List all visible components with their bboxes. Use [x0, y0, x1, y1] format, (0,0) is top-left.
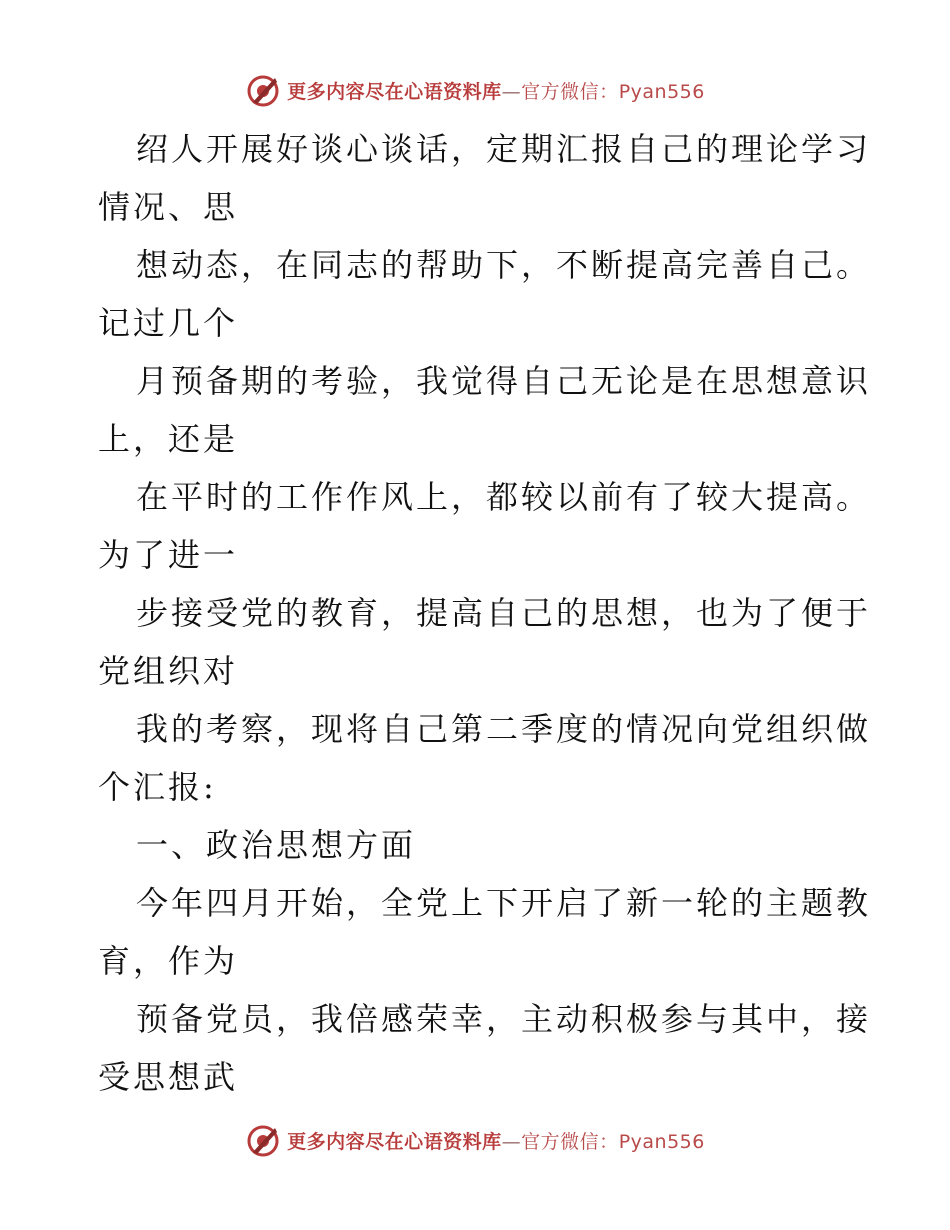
text-line: 情况、思	[98, 188, 239, 226]
text-line: 想动态，在同志的帮助下，不断提高完善自己。	[136, 246, 872, 284]
watermark-text: 更多内容尽在心语资料库—官方微信：Pyan556	[287, 1130, 705, 1153]
text-line: 上，还是	[98, 420, 239, 458]
document-body	[98, 120, 872, 1106]
text-line: 在平时的工作作风上，都较以前有了较大提高。	[136, 478, 872, 516]
quill-logo-icon	[245, 72, 281, 108]
text-line: 一、政治思想方面	[136, 826, 417, 864]
text-line: 党组织对	[98, 652, 239, 690]
text-line: 今年四月开始，全党上下开启了新一轮的主题教	[136, 884, 872, 922]
text-line: 个汇报:	[98, 768, 217, 806]
text-line: 受思想武	[98, 1058, 239, 1096]
text-line: 步接受党的教育，提高自己的思想，也为了便于	[136, 594, 872, 632]
quill-logo-icon	[245, 1122, 281, 1158]
text-line: 为了进一	[98, 536, 239, 574]
text-line: 预备党员，我倍感荣幸，主动积极参与其中，接	[136, 1000, 872, 1038]
text-line: 我的考察，现将自己第二季度的情况向党组织做	[136, 710, 872, 748]
watermark-banner-top	[0, 68, 950, 112]
text-line: 绍人开展好谈心谈话，定期汇报自己的理论学习	[136, 130, 872, 168]
text-line: 育，作为	[98, 942, 239, 980]
text-line: 记过几个	[98, 304, 239, 342]
watermark-text: 更多内容尽在心语资料库—官方微信：Pyan556	[287, 80, 705, 103]
text-line: 月预备期的考验，我觉得自己无论是在思想意识	[136, 362, 872, 400]
watermark-banner-bottom	[0, 1118, 950, 1162]
